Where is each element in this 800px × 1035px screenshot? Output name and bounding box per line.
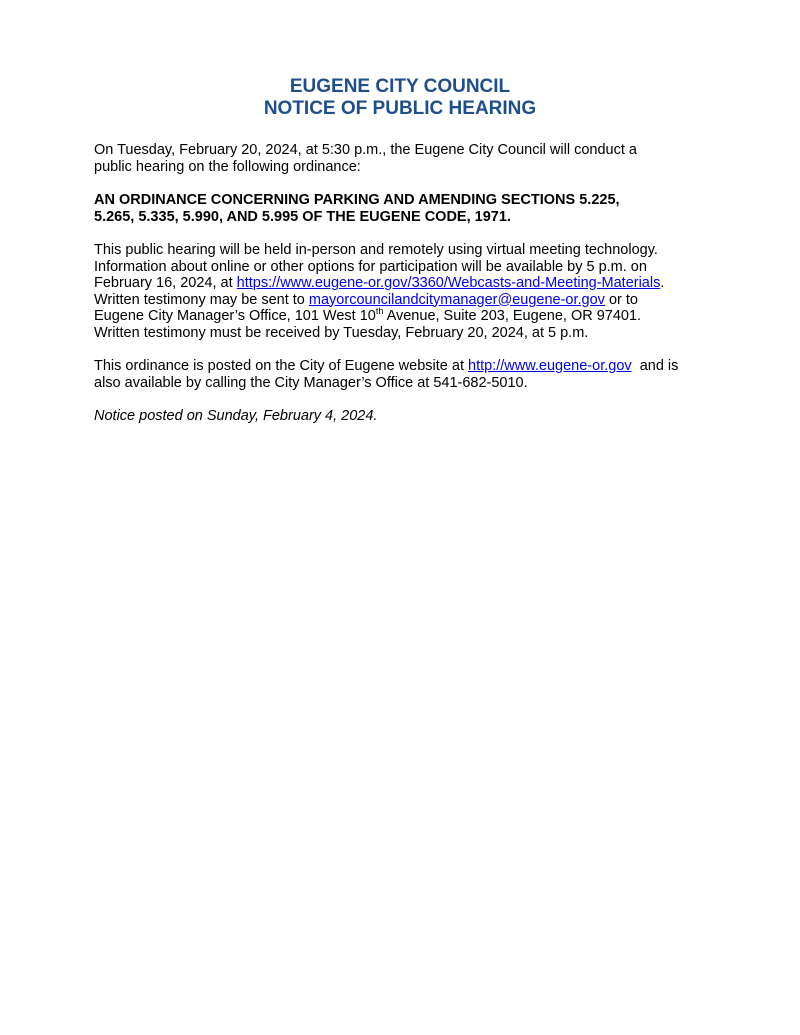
hearing-line5-suffix: Avenue, Suite 203, Eugene, OR 97401. bbox=[383, 308, 642, 324]
hearing-line1: This public hearing will be held in-person and remotely using virtual meeting technology. bbox=[94, 242, 658, 258]
notice-posted-date: Notice posted on Sunday, February 4, 2024. bbox=[94, 408, 378, 424]
intro-line2: public hearing on the following ordinance: bbox=[94, 158, 361, 175]
posting-paragraph bbox=[94, 358, 744, 391]
hearing-line4-prefix: Written testimony may be sent to bbox=[94, 291, 309, 308]
ordinance-line2: 5.265, 5.335, 5.990, AND 5.995 OF THE EUGENE CODE, 1971. bbox=[94, 208, 511, 225]
hearing-paragraph bbox=[94, 242, 744, 341]
header-title-line1: EUGENE CITY COUNCIL bbox=[289, 76, 511, 97]
webcast-link[interactable]: https://www.eugene-or.gov/3360/Webcasts-and-Meeting-Materials bbox=[236, 275, 661, 291]
document-header bbox=[0, 76, 800, 120]
posting-line2: also available by calling the City Manager’s Office at 541-682-5010. bbox=[94, 374, 528, 391]
intro-paragraph bbox=[94, 142, 744, 175]
hearing-line6: Written testimony must be received by Tuesday, February 20, 2024, at 5 p.m. bbox=[94, 324, 589, 341]
hearing-line5-prefix: Eugene City Manager’s Office, 101 West 10 bbox=[94, 308, 376, 324]
ordinance-title bbox=[94, 192, 744, 225]
header-title-line2: NOTICE OF PUBLIC HEARING bbox=[263, 98, 537, 119]
hearing-line3-suffix: . bbox=[660, 275, 665, 291]
hearing-line2: Information about online or other options for participation will be available by 5 p.m. on bbox=[94, 258, 647, 275]
hearing-line4-suffix: or to bbox=[604, 291, 638, 308]
document-body bbox=[94, 142, 744, 442]
ordinance-line1: AN ORDINANCE CONCERNING PARKING AND AMENDING SECTIONS 5.225, bbox=[94, 192, 620, 208]
posting-line1-suffix: and is bbox=[631, 358, 679, 374]
email-link[interactable]: mayorcouncilandcitymanager@eugene-or.gov bbox=[308, 291, 605, 308]
hearing-line3-prefix: February 16, 2024, at bbox=[94, 275, 237, 291]
posting-line1-prefix: This ordinance is posted on the City of Eugene website at bbox=[94, 358, 468, 374]
website-link[interactable]: http://www.eugene-or.gov bbox=[468, 358, 632, 374]
ordinal-superscript: th bbox=[375, 306, 384, 317]
intro-line1: On Tuesday, February 20, 2024, at 5:30 p.m., the Eugene City Council will conduct a bbox=[94, 142, 637, 158]
